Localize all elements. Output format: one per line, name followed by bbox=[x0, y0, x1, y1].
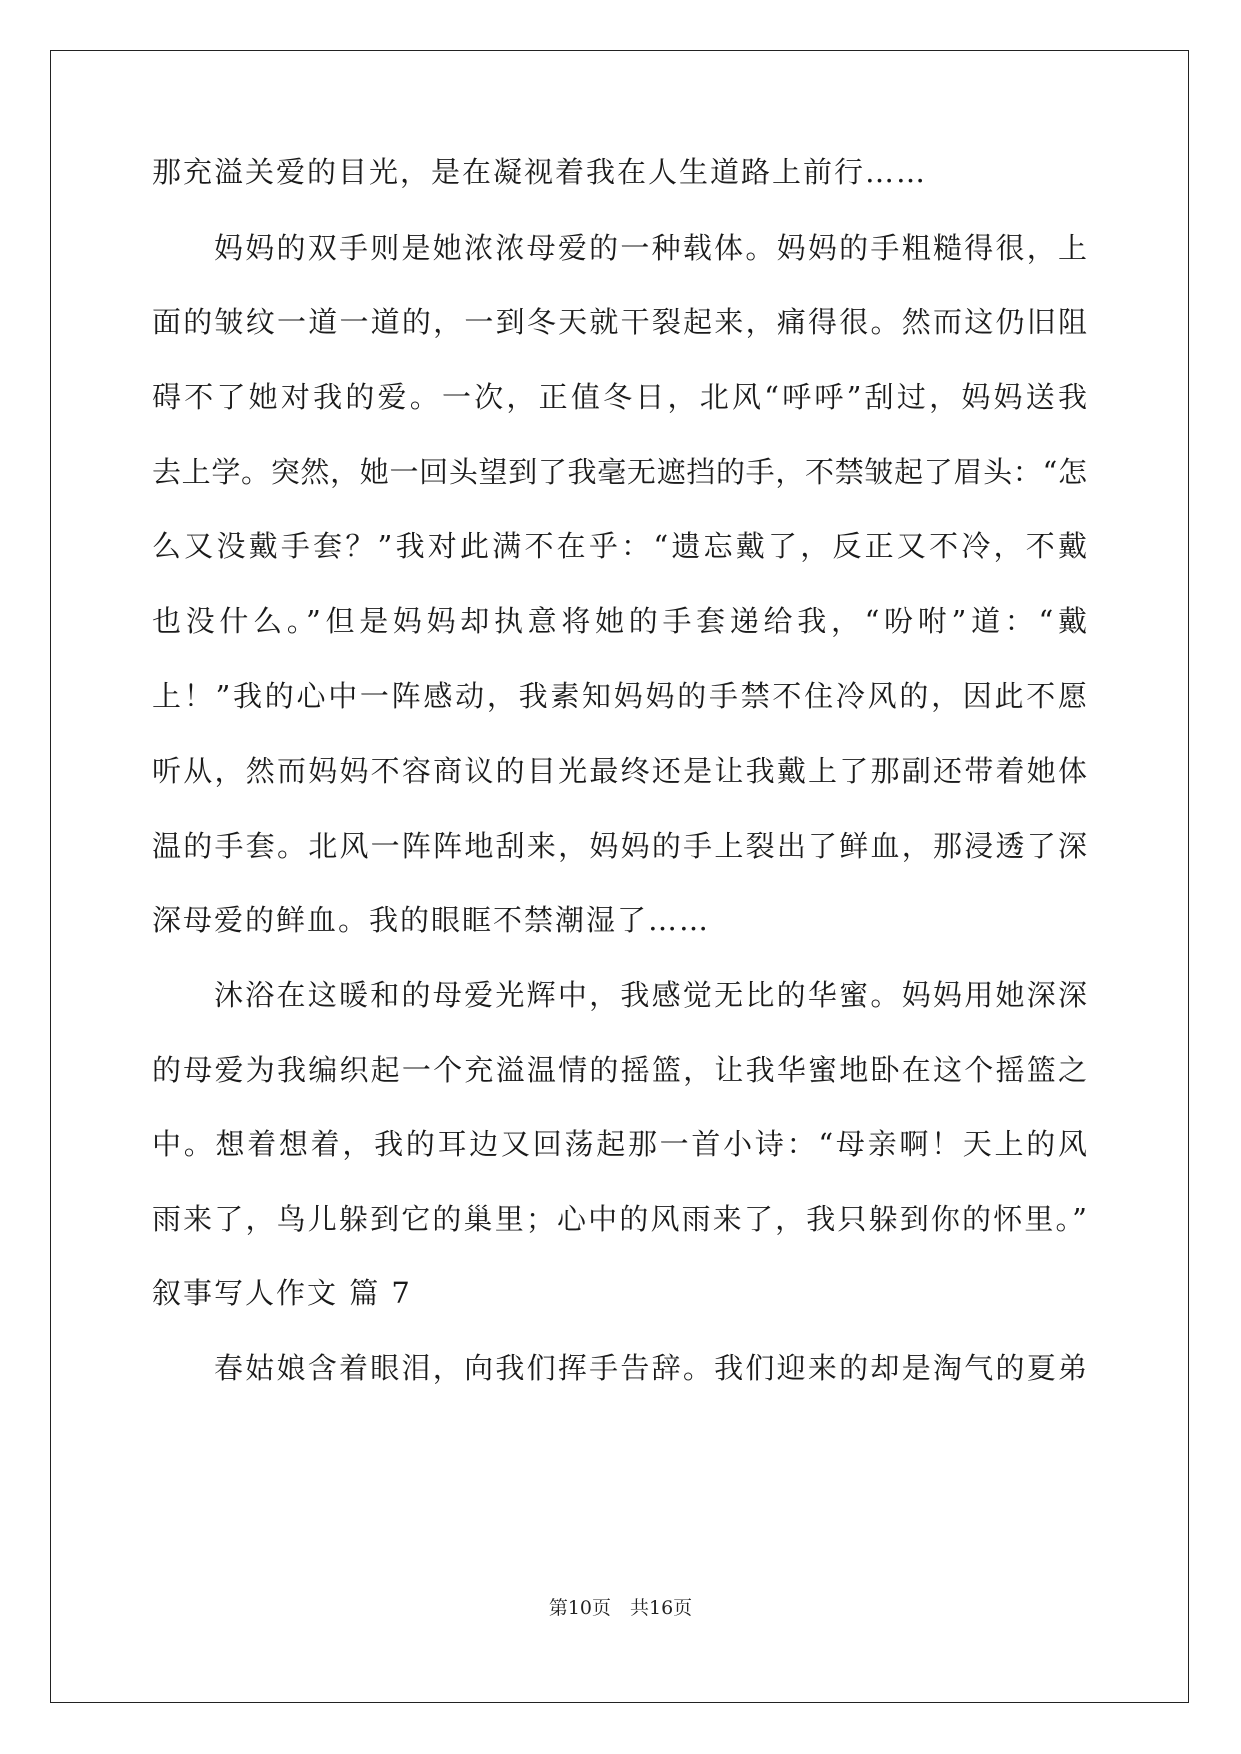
text-line: 听从，然而妈妈不容商议的目光最终还是让我戴上了那副还带着她体 bbox=[152, 754, 1087, 788]
text-line: 中。想着想着，我的耳边又回荡起那一首小诗：“母亲啊！天上的风 bbox=[152, 1127, 1087, 1161]
text-line: 的母爱为我编织起一个充溢温情的摇篮，让我华蜜地卧在这个摇篮之 bbox=[152, 1053, 1087, 1087]
page-number-footer: 第10页 共16页 bbox=[548, 1597, 693, 1619]
text-line: 也没什么。”但是妈妈却执意将她的手套递给我，“吩咐”道：“戴 bbox=[152, 604, 1087, 638]
text-line: 去上学。突然，她一回头望到了我毫无遮挡的手，不禁皱起了眉头：“怎 bbox=[152, 455, 1087, 489]
text-line: 那充溢关爱的目光，是在凝视着我在人生道路上前行…… bbox=[152, 155, 928, 189]
text-line: 上！”我的心中一阵感动，我素知妈妈的手禁不住冷风的，因此不愿 bbox=[152, 679, 1087, 713]
text-line: 深母爱的鲜血。我的眼眶不禁潮湿了…… bbox=[152, 903, 711, 937]
text-line: 雨来了，鸟儿躲到它的巢里；心中的风雨来了，我只躲到你的怀里。” bbox=[152, 1202, 1087, 1236]
text-line: 么又没戴手套？”我对此满不在乎：“遗忘戴了，反正又不冷，不戴 bbox=[152, 529, 1087, 563]
text-line: 春姑娘含着眼泪，向我们挥手告辞。我们迎来的却是淘气的夏弟 bbox=[214, 1351, 1087, 1385]
text-line: 碍不了她对我的爱。一次，正值冬日，北风“呼呼”刮过，妈妈送我 bbox=[152, 380, 1087, 414]
text-line: 面的皱纹一道一道的，一到冬天就干裂起来，痛得很。然而这仍旧阻 bbox=[152, 305, 1087, 339]
text-line: 沐浴在这暖和的母爱光辉中，我感觉无比的华蜜。妈妈用她深深 bbox=[214, 978, 1087, 1012]
page-border bbox=[50, 50, 1189, 1703]
text-line: 温的手套。北风一阵阵地刮来，妈妈的手上裂出了鲜血，那浸透了深 bbox=[152, 829, 1087, 863]
section-heading: 叙事写人作文 篇 7 bbox=[152, 1276, 412, 1310]
text-line: 妈妈的双手则是她浓浓母爱的一种载体。妈妈的手粗糙得很，上 bbox=[214, 231, 1087, 265]
